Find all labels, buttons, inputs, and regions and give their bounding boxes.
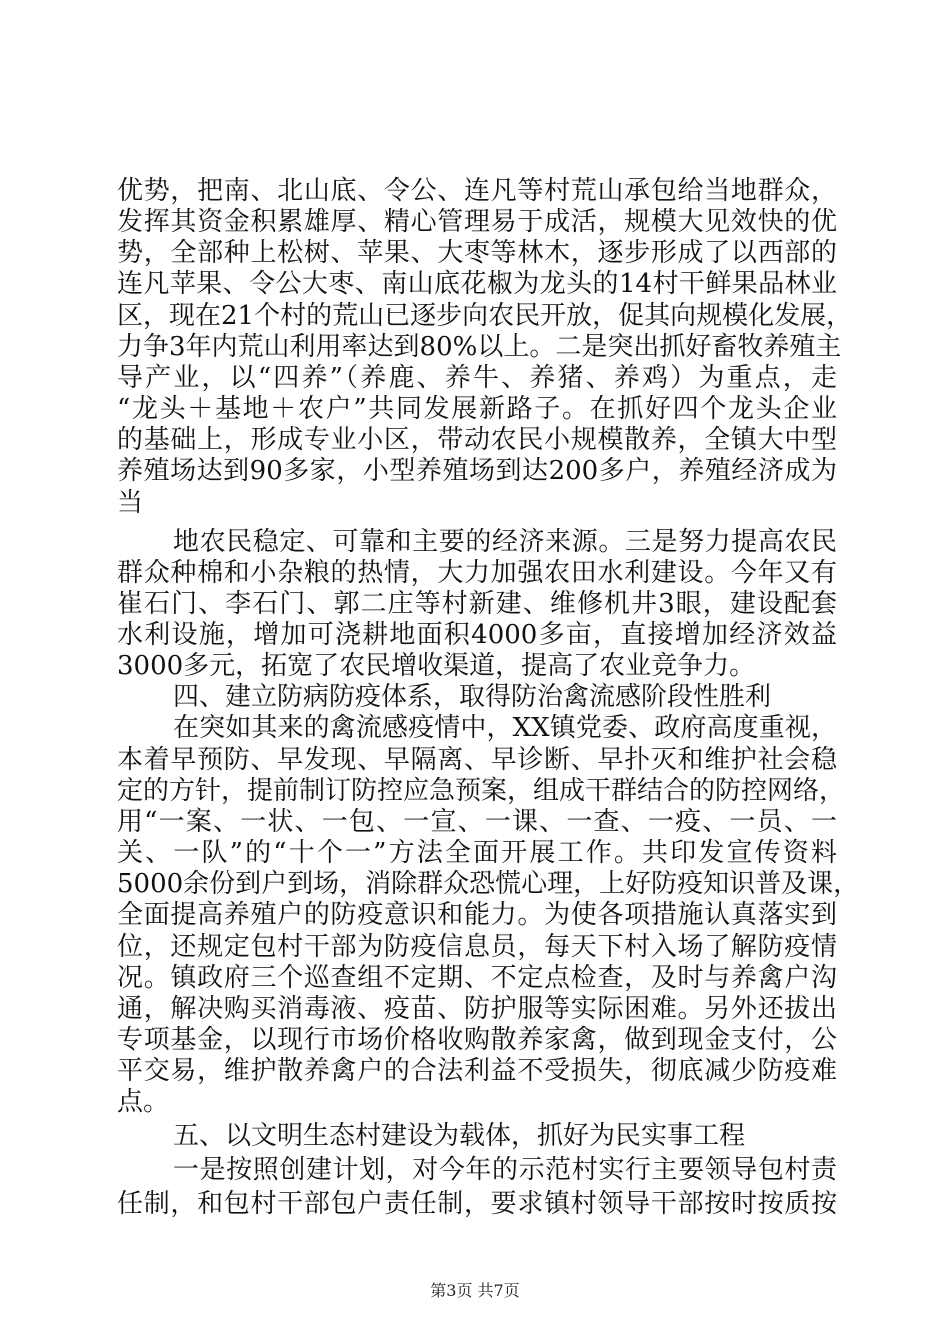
text-line: 点。 [117, 1087, 170, 1117]
text-line: 力争3年内荒山利用率达到80%以上。二是突出抓好畜牧养殖主 [117, 332, 842, 362]
text-line: 一是按照创建计划，对今年的示范村实行主要领导包村责 [173, 1155, 837, 1185]
text-line: 本着早预防、早发现、早隔离、早诊断、早扑灭和维护社会稳 [117, 745, 837, 775]
text-line: 定的方针，提前制订防控应急预案，组成干群结合的防控网络， [117, 776, 846, 806]
text-line: 任制，和包村干部包户责任制，要求镇村领导干部按时按质按 [117, 1189, 837, 1219]
text-line: 的基础上，形成专业小区，带动农民小规模散养，全镇大中型 [117, 425, 837, 455]
text-line: 崔石门、李石门、郭二庄等村新建、维修机井3眼，建设配套 [117, 589, 837, 619]
text-line: 用“一案、一状、一包、一宣、一课、一查、一疫、一员、一 [117, 807, 837, 837]
page-number: 第3页 共7页 [430, 1281, 520, 1300]
text-line: 势，全部种上松树、苹果、大枣等林木，逐步形成了以西部的 [117, 238, 837, 268]
text-line: 优势，把南、北山底、令公、连凡等村荒山承包给当地群众， [117, 176, 837, 206]
text-line: 专项基金，以现行市场价格收购散养家禽，做到现金支付，公 [117, 1025, 837, 1055]
text-line: “龙头＋基地＋农户”共同发展新路子。在抓好四个龙头企业 [117, 394, 837, 424]
text-line: 5000余份到户到场，消除群众恐慌心理，上好防疫知识普及课， [117, 869, 860, 899]
text-line: 平交易，维护散养禽户的合法利益不受损失，彻底减少防疫难 [117, 1056, 837, 1086]
text-line: 况。镇政府三个巡查组不定期、不定点检查，及时与养禽户沟 [117, 963, 837, 993]
text-line: 区，现在21个村的荒山已逐步向农民开放，促其向规模化发展， [117, 301, 853, 331]
section-heading: 五、以文明生态村建设为载体，抓好为民实事工程 [173, 1121, 746, 1151]
text-line: 导产业，以“四养”（养鹿、养牛、养猪、养鸡）为重点，走 [117, 363, 837, 393]
text-line: 地农民稳定、可靠和主要的经济来源。三是努力提高农民 [173, 527, 837, 557]
text-line: 水利设施，增加可浇耕地面积4000多亩，直接增加经济效益 [117, 620, 837, 650]
text-line: 养殖场达到90多家，小型养殖场到达200多户，养殖经济成为 [117, 456, 837, 486]
text-line: 3000多元，拓宽了农民增收渠道，提高了农业竞争力。 [117, 651, 756, 681]
text-line: 关、一队”的“十个一”方法全面开展工作。共印发宣传资料 [117, 838, 837, 868]
text-line: 连凡苹果、令公大枣、南山底花椒为龙头的14村干鲜果品林业 [117, 269, 837, 299]
text-line: 当 [117, 488, 144, 518]
section-heading: 四、建立防病防疫体系，取得防治禽流感阶段性胜利 [173, 682, 772, 712]
text-line: 在突如其来的禽流感疫情中，XX镇党委、政府高度重视， [173, 713, 837, 743]
text-line: 全面提高养殖户的防疫意识和能力。为使各项措施认真落实到 [117, 900, 837, 930]
text-line: 位，还规定包村干部为防疫信息员，每天下村入场了解防疫情 [117, 932, 837, 962]
text-line: 通，解决购买消毒液、疫苗、防护服等实际困难。另外还拔出 [117, 994, 837, 1024]
text-line: 群众种棉和小杂粮的热情，大力加强农田水利建设。今年又有 [117, 558, 837, 588]
text-line: 发挥其资金积累雄厚、精心管理易于成活，规模大见效快的优 [117, 207, 837, 237]
